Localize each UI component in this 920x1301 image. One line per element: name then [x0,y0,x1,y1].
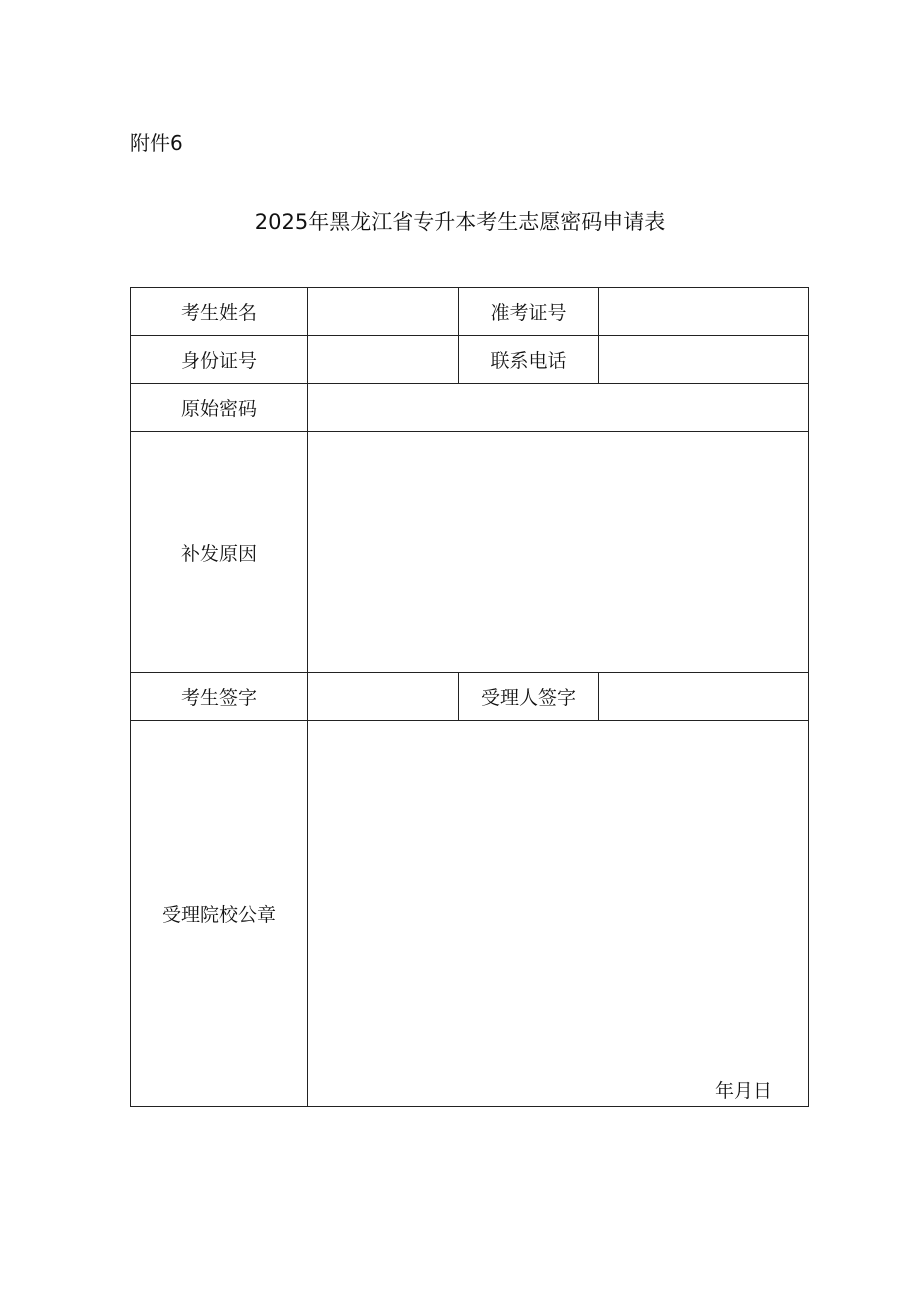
field-school-seal[interactable] [308,721,809,1107]
label-reissue-reason: 补发原因 [131,432,308,673]
row-original-password [131,384,809,432]
page-title: 2025年黑龙江省专升本考生志愿密码申请表 [254,210,666,234]
field-reissue-reason[interactable] [308,432,809,673]
row-name-ticket [131,288,809,336]
field-phone[interactable] [599,336,809,384]
label-candidate-signature: 考生签字 [131,673,308,721]
field-admission-ticket[interactable] [599,288,809,336]
field-handler-signature[interactable] [599,673,809,721]
row-signatures [131,673,809,721]
label-candidate-name: 考生姓名 [131,288,308,336]
field-original-password[interactable] [308,384,809,432]
label-handler-signature: 受理人签字 [459,673,599,721]
label-original-password: 原始密码 [131,384,308,432]
field-candidate-signature[interactable] [308,673,459,721]
label-phone: 联系电话 [459,336,599,384]
application-form-table [130,287,809,1107]
date-line: 年月日 [714,1080,772,1102]
field-id-number[interactable] [308,336,459,384]
row-id-phone [131,336,809,384]
field-candidate-name[interactable] [308,288,459,336]
label-id-number: 身份证号 [131,336,308,384]
row-school-seal [131,721,809,1107]
attachment-label: 附件6 [130,131,183,155]
label-admission-ticket: 准考证号 [459,288,599,336]
label-school-seal: 受理院校公章 [131,721,308,1107]
row-reissue-reason [131,432,809,673]
